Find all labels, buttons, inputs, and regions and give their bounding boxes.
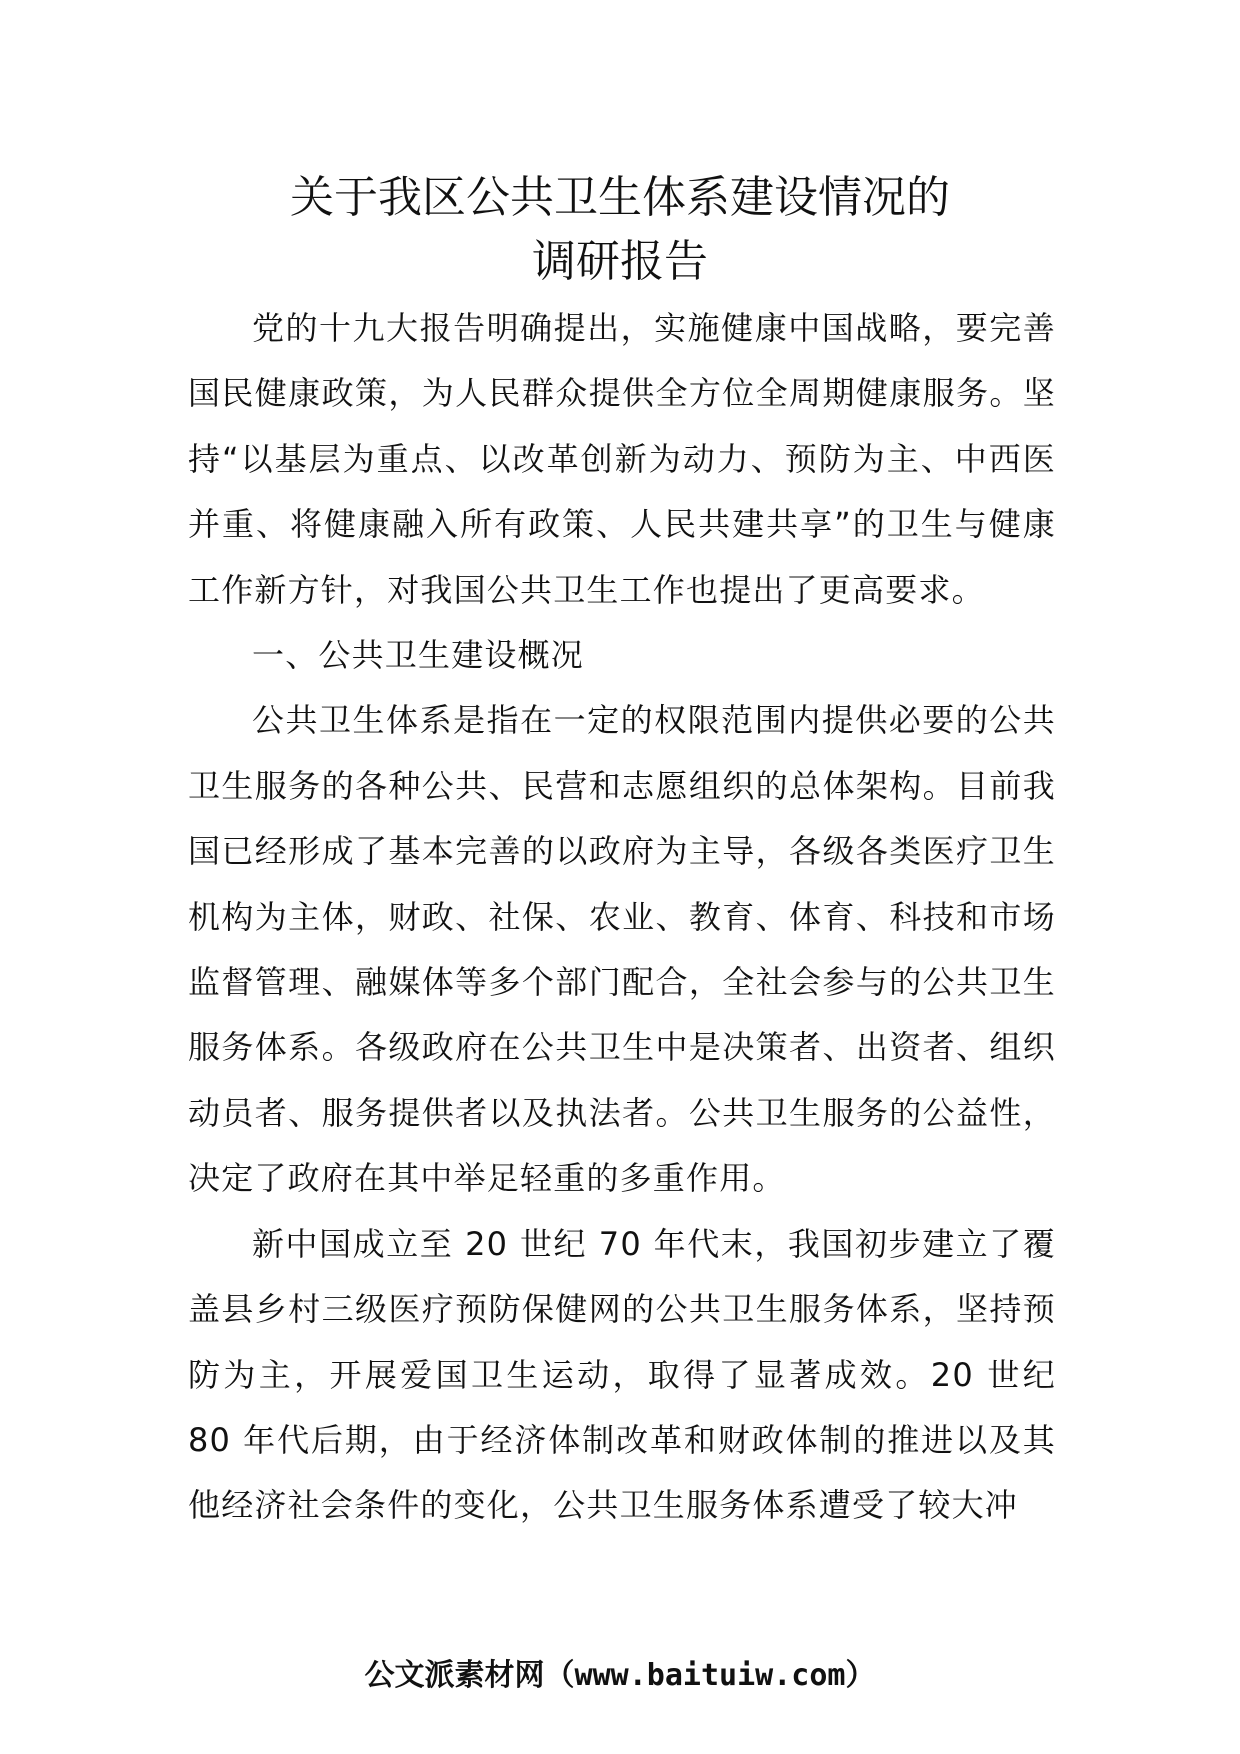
paragraph-history: 新中国成立至 20 世纪 70 年代末，我国初步建立了覆盖县乡村三级医疗预防保健网的公共卫生服务体系，坚持预防为主，开展爱国卫生运动，取得了显著成效。20 世纪 80 年代后期，由于经济体制改革和财政体制的推进以及其他经济社会条件的变化，公共卫生服务体系遭受了较大冲: [188, 1224, 1056, 1525]
document-title-line-1: 关于我区公共卫生体系建设情况的: [290, 172, 950, 223]
footer-site-url: www.baituiw.com: [574, 1658, 846, 1693]
section-heading-1: 一、公共卫生建设概况: [252, 636, 585, 675]
paragraph-definition: 公共卫生体系是指在一定的权限范围内提供必要的公共卫生服务的各种公共、民营和志愿组织的总体架构。目前我国已经形成了基本完善的以政府为主导，各级各类医疗卫生机构为主体，财政、社保、农业、教育、体育、科技和市场监督管理、融媒体等多个部门配合，全社会参与的公共卫生服务体系。各级政府在公共卫生中是决策者、出资者、组织动员者、服务提供者以及执法者。公共卫生服务的公益性，决定了政府在其中举足轻重的多重作用。: [188, 701, 1056, 1198]
document-title-line-2: 调研报告: [532, 236, 708, 287]
footer-prefix: 公文派素材网（: [364, 1658, 575, 1693]
footer-suffix: ）: [845, 1658, 876, 1693]
footer-watermark: [0, 1656, 1240, 1696]
document-body: [188, 296, 1056, 1539]
paragraph-intro: 党的十九大报告明确提出，实施健康中国战略，要完善国民健康政策，为人民群众提供全方位全周期健康服务。坚持“以基层为重点、以改革创新为动力、预防为主、中西医并重、将健康融入所有政策、人民共建共享”的卫生与健康工作新方针，对我国公共卫生工作也提出了更高要求。: [188, 309, 1056, 609]
